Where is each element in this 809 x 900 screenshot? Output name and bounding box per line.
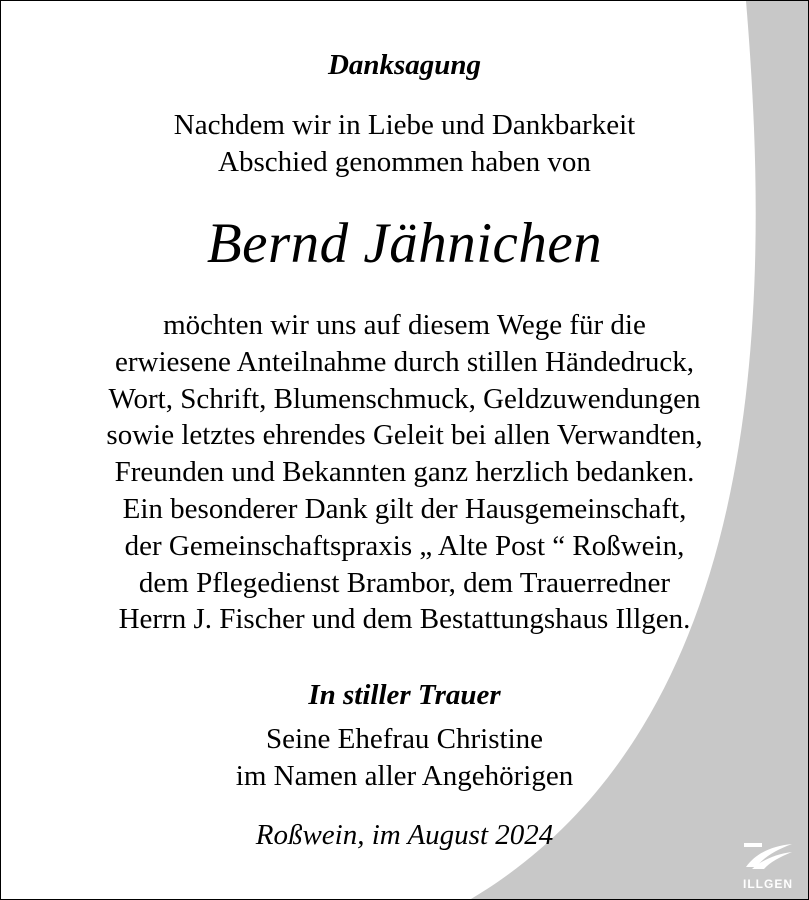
body-line: erwiesene Anteilnahme durch stillen Händedruck, xyxy=(115,345,694,378)
mourning-heading: In stiller Trauer xyxy=(308,679,501,711)
intro-line: Abschied genommen haben von xyxy=(218,146,591,178)
logo-text: ILLGEN xyxy=(743,877,793,891)
body-line: möchten wir uns auf diesem Wege für die xyxy=(163,309,646,341)
deceased-name: Bernd Jähnichen xyxy=(206,212,603,275)
signer-line: im Namen aller Angehörigen xyxy=(235,760,574,792)
illgen-logo xyxy=(738,841,798,891)
swoosh-logo-icon xyxy=(742,841,794,871)
thanks-body-text xyxy=(1,307,808,638)
place-and-date: Roßwein, im August 2024 xyxy=(255,819,554,851)
intro-line: Nachdem wir in Liebe und Dankbarkeit xyxy=(173,109,636,141)
body-line: dem Pflegedienst Brambor, dem Trauerredner xyxy=(138,566,671,599)
body-line: Wort, Schrift, Blumenschmuck, Geldzuwendungen xyxy=(108,382,701,415)
intro-text xyxy=(1,107,808,181)
signers xyxy=(1,721,808,795)
notice-content xyxy=(1,1,808,899)
body-line: Herrn J. Fischer und dem Bestattungshaus Illgen. xyxy=(118,603,691,636)
signer-line: Seine Ehefrau Christine xyxy=(265,723,544,755)
heading-danksagung: Danksagung xyxy=(327,49,482,81)
body-line: sowie letztes ehrendes Geleit bei allen Verwandten, xyxy=(106,419,703,452)
body-line: der Gemeinschaftspraxis „ Alte Post “ Roßwein, xyxy=(124,529,685,562)
body-line: Freunden und Bekannten ganz herzlich bedanken. xyxy=(114,456,695,489)
body-line: Ein besonderer Dank gilt der Hausgemeinschaft, xyxy=(122,492,687,525)
